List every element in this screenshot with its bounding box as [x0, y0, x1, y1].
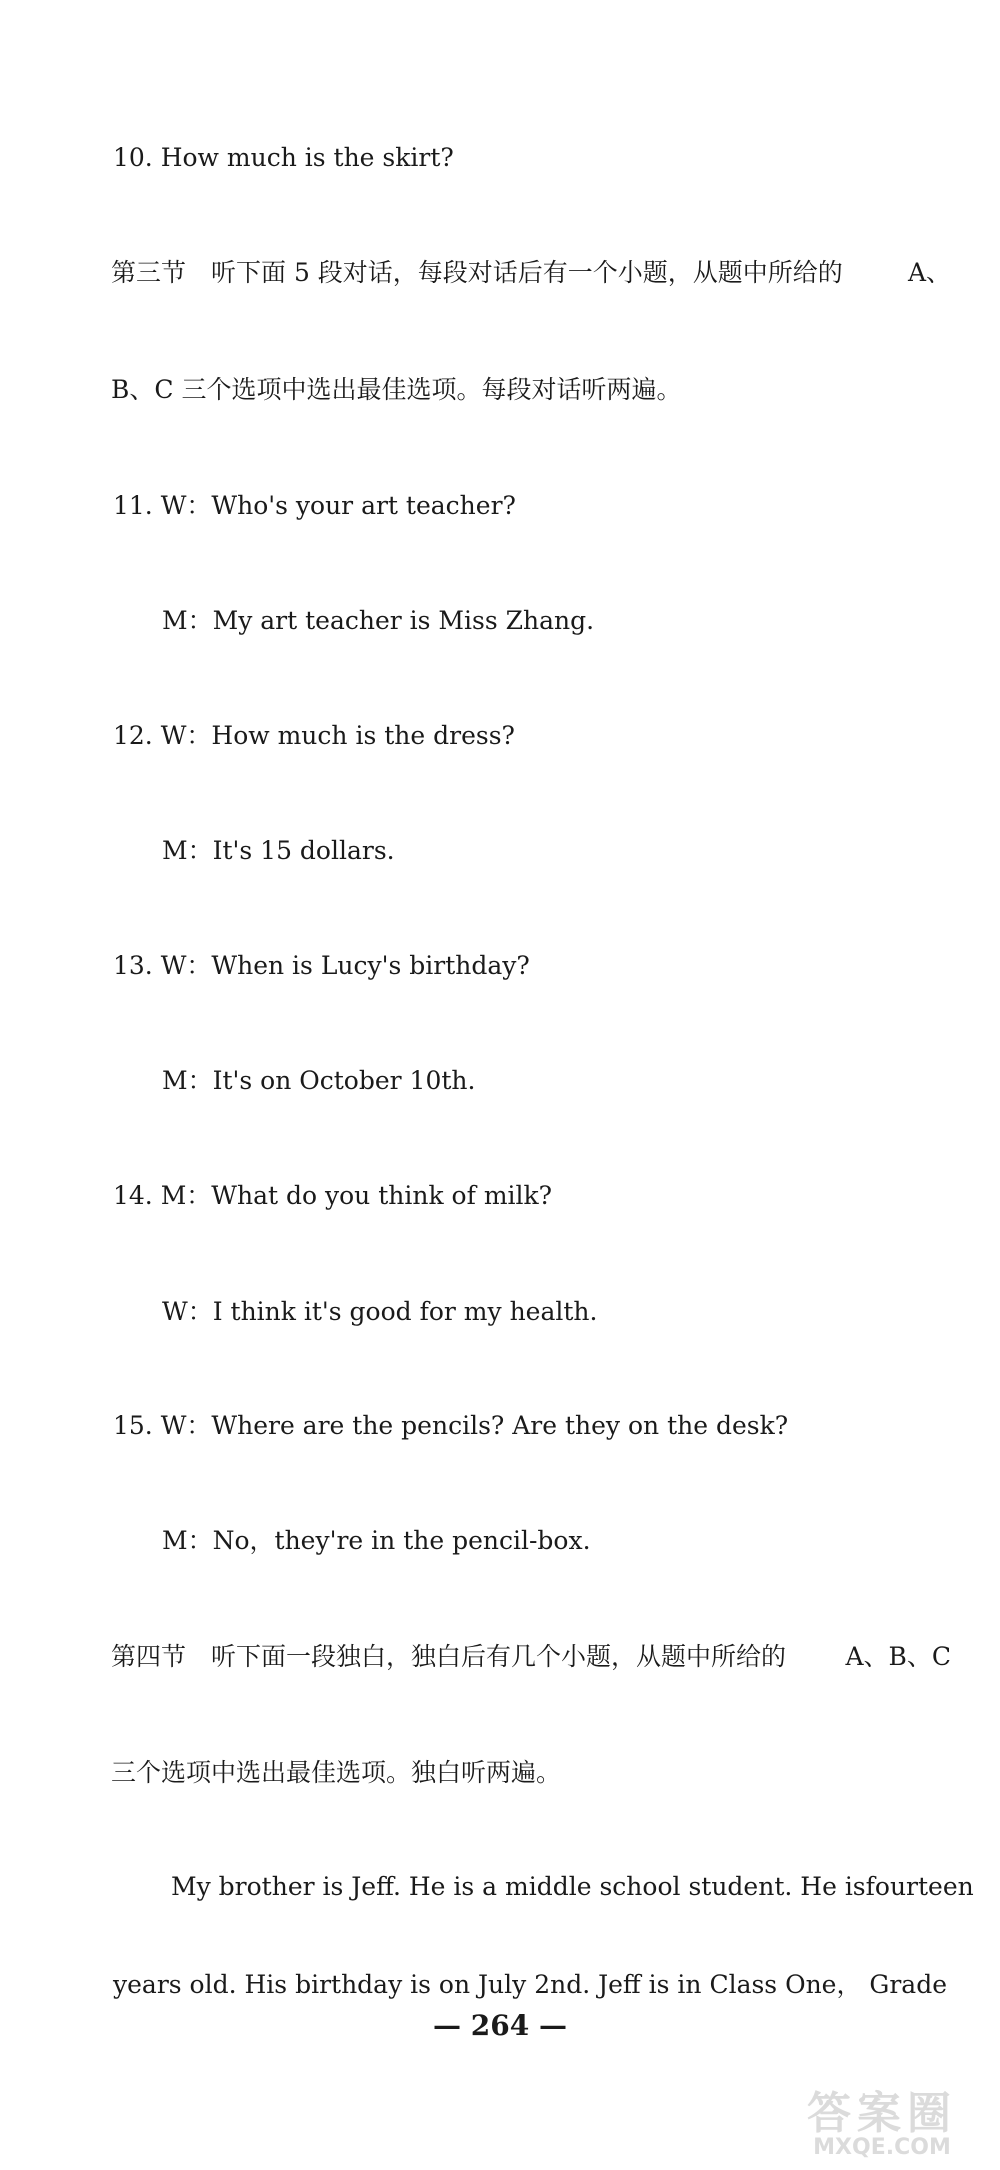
section-3-text: 第三节 听下面 5 段对话，每段对话后有一个小题，从题中所给的 [111, 258, 843, 287]
section-4-text: 第四节 听下面一段独白，独白后有几个小题，从题中所给的 [111, 1642, 787, 1671]
monologue-line-2-text: years old. His birthday is on July 2nd. Jeff is in Class One， [113, 1970, 862, 1999]
monologue-line-1-text: My brother is Jeff. He is a middle school student. He is [171, 1872, 866, 1901]
monologue-line-1 [171, 1869, 974, 1905]
question-14-m: 14. M：What do you think of milk? [113, 1181, 553, 1210]
section-4-instruction-line-2: 三个选项中选出最佳选项。独白听两遍。 [111, 1758, 562, 1787]
section-3-instruction-line-2: B、C 三个选项中选出最佳选项。每段对话听两遍。 [111, 375, 682, 404]
page-number: — 264 — [433, 2009, 567, 2042]
section-3-instruction-line-1 [111, 255, 951, 291]
question-15-w: 15. W：Where are the pencils? Are they on the desk? [113, 1411, 789, 1440]
monologue-line-2-end: Grade [869, 1970, 947, 1999]
watermark-site: MXQE.COM [813, 2135, 951, 2160]
watermark-logo [782, 2088, 982, 2162]
question-13-w: 13. W：When is Lucy's birthday? [113, 951, 530, 980]
section-3-options: A、 [907, 258, 951, 287]
monologue-line-2 [113, 1967, 947, 2003]
question-14-w: W：I think it's good for my health. [162, 1297, 598, 1326]
question-15-m: M：No，they're in the pencil-box. [162, 1526, 591, 1555]
question-12-m: M：It's 15 dollars. [162, 836, 395, 865]
section-4-instruction-line-1 [111, 1639, 951, 1675]
question-11-m: M：My art teacher is Miss Zhang. [162, 606, 595, 635]
watermark-brand: 答案圈 [807, 2088, 957, 2139]
section-4-options: A、B、C [845, 1642, 951, 1671]
question-10: 10. How much is the skirt? [113, 143, 454, 172]
question-13-m: M：It's on October 10th. [162, 1066, 476, 1095]
monologue-line-1-end: fourteen [865, 1872, 974, 1901]
question-12-w: 12. W：How much is the dress? [113, 721, 515, 750]
question-11-w: 11. W：Who's your art teacher? [113, 491, 516, 520]
